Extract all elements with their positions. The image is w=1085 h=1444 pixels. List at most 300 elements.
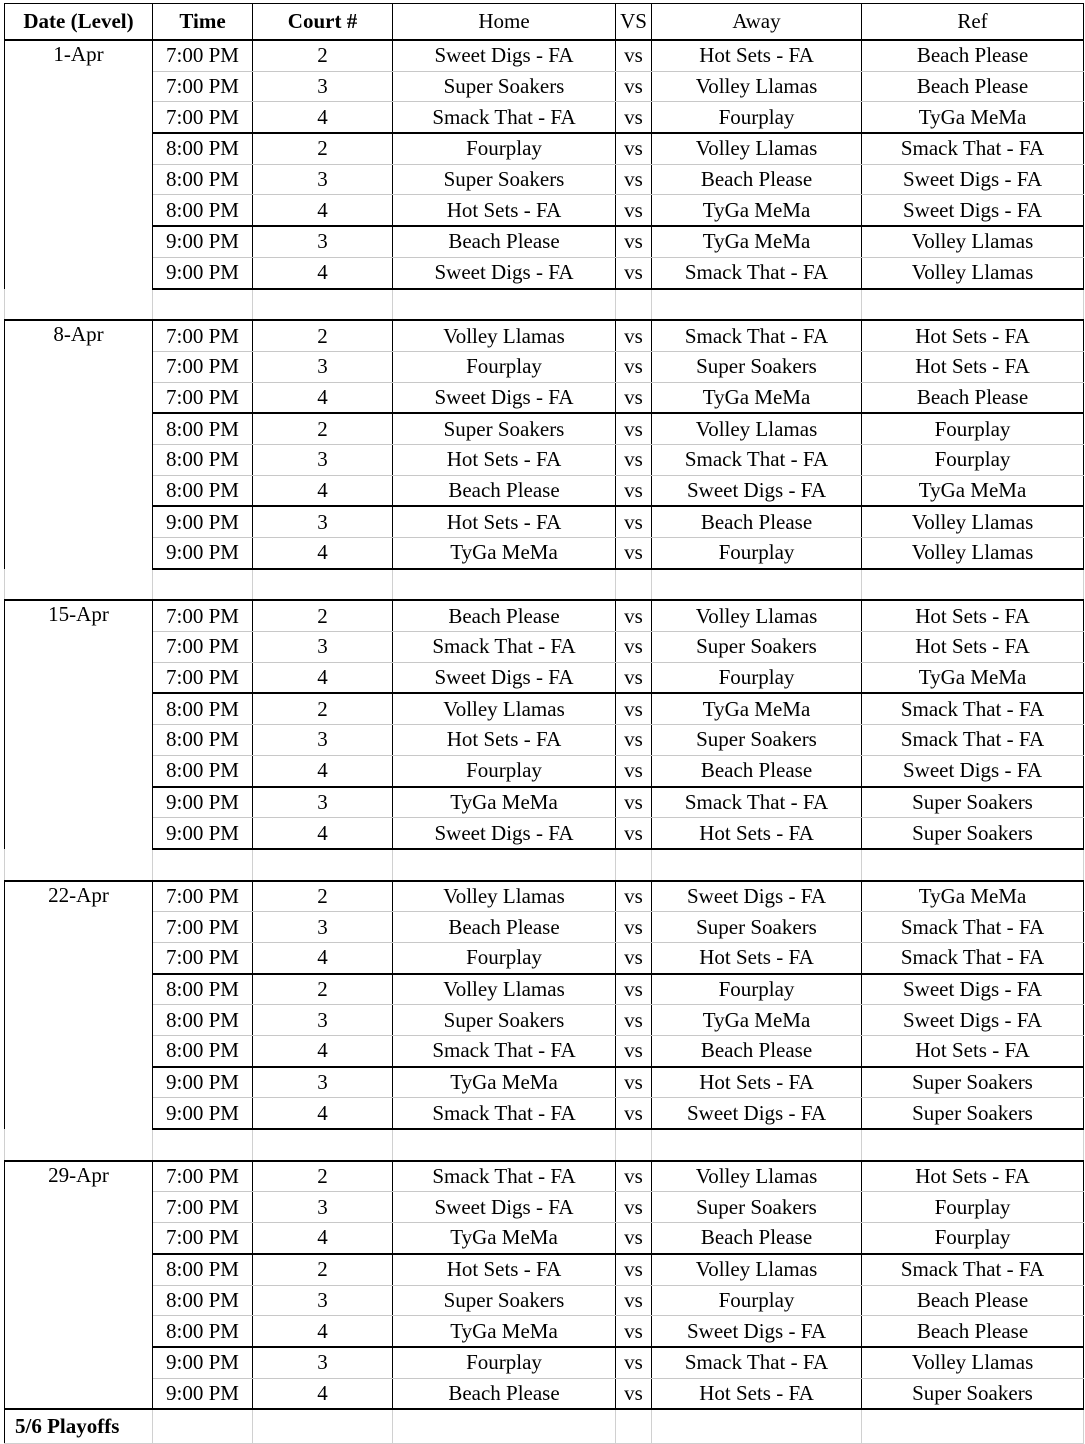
game-court: 3 (253, 912, 393, 943)
vs-label: vs (616, 133, 652, 164)
away-team: TyGa MeMa (652, 1005, 862, 1036)
header-ref: Ref (862, 4, 1084, 41)
game-court: 4 (253, 538, 393, 569)
game-time: 7:00 PM (153, 1161, 253, 1192)
vs-label: vs (616, 1378, 652, 1409)
vs-label: vs (616, 1347, 652, 1378)
game-court: 4 (253, 1378, 393, 1409)
game-time: 7:00 PM (153, 662, 253, 693)
game-time: 9:00 PM (153, 1098, 253, 1129)
table-row (5, 102, 1084, 133)
empty-cell (5, 849, 153, 881)
home-team: Sweet Digs - FA (393, 257, 616, 288)
vs-label: vs (616, 413, 652, 444)
empty-cell (616, 1409, 652, 1444)
home-team: Super Soakers (393, 71, 616, 102)
away-team: Super Soakers (652, 725, 862, 756)
game-time: 8:00 PM (153, 1285, 253, 1316)
ref-team: TyGa MeMa (862, 475, 1084, 506)
ref-team: Sweet Digs - FA (862, 1005, 1084, 1036)
vs-label: vs (616, 600, 652, 631)
away-team: Beach Please (652, 164, 862, 195)
table-row (5, 1036, 1084, 1067)
game-court: 3 (253, 1005, 393, 1036)
ref-team: TyGa MeMa (862, 881, 1084, 912)
game-court: 4 (253, 1316, 393, 1347)
table-row (5, 755, 1084, 786)
week-date: 29-Apr (5, 1161, 153, 1410)
header-away: Away (652, 4, 862, 41)
game-court: 2 (253, 1161, 393, 1192)
table-row (5, 974, 1084, 1005)
empty-cell (652, 1129, 862, 1161)
home-team: Beach Please (393, 1378, 616, 1409)
vs-label: vs (616, 1067, 652, 1098)
home-team: Sweet Digs - FA (393, 382, 616, 413)
home-team: Sweet Digs - FA (393, 1192, 616, 1223)
table-row (5, 942, 1084, 973)
away-team: Super Soakers (652, 912, 862, 943)
game-court: 2 (253, 1254, 393, 1285)
game-time: 8:00 PM (153, 755, 253, 786)
schedule-table (4, 3, 1084, 1444)
empty-cell (652, 1409, 862, 1444)
away-team: Smack That - FA (652, 257, 862, 288)
table-row (5, 195, 1084, 226)
ref-team: Beach Please (862, 1285, 1084, 1316)
game-time: 9:00 PM (153, 818, 253, 849)
table-row (5, 1347, 1084, 1378)
table-row (5, 912, 1084, 943)
ref-team: Smack That - FA (862, 693, 1084, 724)
table-row (5, 1161, 1084, 1192)
spacer-row (5, 569, 1084, 601)
header-court: Court # (253, 4, 393, 41)
week-date: 15-Apr (5, 600, 153, 849)
vs-label: vs (616, 164, 652, 195)
empty-cell (393, 1409, 616, 1444)
empty-cell (862, 569, 1084, 601)
away-team: Volley Llamas (652, 1161, 862, 1192)
game-court: 3 (253, 164, 393, 195)
vs-label: vs (616, 818, 652, 849)
game-court: 3 (253, 226, 393, 257)
table-row (5, 538, 1084, 569)
empty-cell (616, 569, 652, 601)
home-team: Fourplay (393, 351, 616, 382)
ref-team: Super Soakers (862, 818, 1084, 849)
table-row (5, 725, 1084, 756)
ref-team: Fourplay (862, 444, 1084, 475)
game-time: 7:00 PM (153, 40, 253, 71)
table-row (5, 1378, 1084, 1409)
home-team: Fourplay (393, 1347, 616, 1378)
game-time: 8:00 PM (153, 1036, 253, 1067)
ref-team: Hot Sets - FA (862, 1161, 1084, 1192)
game-court: 4 (253, 1223, 393, 1254)
game-court: 2 (253, 881, 393, 912)
game-time: 7:00 PM (153, 600, 253, 631)
game-time: 9:00 PM (153, 787, 253, 818)
away-team: Hot Sets - FA (652, 1378, 862, 1409)
game-time: 7:00 PM (153, 1223, 253, 1254)
vs-label: vs (616, 912, 652, 943)
game-time: 7:00 PM (153, 632, 253, 663)
away-team: Smack That - FA (652, 787, 862, 818)
home-team: Super Soakers (393, 413, 616, 444)
table-row (5, 662, 1084, 693)
spacer-row (5, 1129, 1084, 1161)
table-row (5, 320, 1084, 351)
ref-team: Volley Llamas (862, 226, 1084, 257)
game-time: 9:00 PM (153, 538, 253, 569)
vs-label: vs (616, 632, 652, 663)
table-row (5, 444, 1084, 475)
game-court: 3 (253, 632, 393, 663)
header-time: Time (153, 4, 253, 41)
ref-team: Beach Please (862, 71, 1084, 102)
game-court: 4 (253, 662, 393, 693)
away-team: Volley Llamas (652, 600, 862, 631)
week-date: 22-Apr (5, 881, 153, 1130)
table-row (5, 693, 1084, 724)
game-court: 4 (253, 102, 393, 133)
away-team: Fourplay (652, 538, 862, 569)
away-team: Hot Sets - FA (652, 1067, 862, 1098)
vs-label: vs (616, 1285, 652, 1316)
away-team: Smack That - FA (652, 320, 862, 351)
game-court: 4 (253, 1098, 393, 1129)
empty-cell (862, 1409, 1084, 1444)
ref-team: Volley Llamas (862, 506, 1084, 537)
away-team: Hot Sets - FA (652, 818, 862, 849)
ref-team: Fourplay (862, 413, 1084, 444)
vs-label: vs (616, 538, 652, 569)
vs-label: vs (616, 444, 652, 475)
table-row (5, 413, 1084, 444)
home-team: TyGa MeMa (393, 1316, 616, 1347)
ref-team: Super Soakers (862, 787, 1084, 818)
home-team: Hot Sets - FA (393, 444, 616, 475)
vs-label: vs (616, 1098, 652, 1129)
vs-label: vs (616, 974, 652, 1005)
vs-label: vs (616, 1316, 652, 1347)
game-court: 4 (253, 818, 393, 849)
away-team: Smack That - FA (652, 1347, 862, 1378)
spacer-row (5, 289, 1084, 321)
away-team: Smack That - FA (652, 444, 862, 475)
away-team: Hot Sets - FA (652, 942, 862, 973)
week-date: 8-Apr (5, 320, 153, 569)
ref-team: Smack That - FA (862, 725, 1084, 756)
table-row (5, 382, 1084, 413)
game-time: 8:00 PM (153, 1316, 253, 1347)
game-time: 8:00 PM (153, 475, 253, 506)
home-team: Beach Please (393, 475, 616, 506)
home-team: Super Soakers (393, 1005, 616, 1036)
vs-label: vs (616, 787, 652, 818)
table-row (5, 257, 1084, 288)
ref-team: Hot Sets - FA (862, 1036, 1084, 1067)
ref-team: Beach Please (862, 382, 1084, 413)
vs-label: vs (616, 755, 652, 786)
ref-team: Smack That - FA (862, 942, 1084, 973)
away-team: Fourplay (652, 102, 862, 133)
game-court: 3 (253, 1347, 393, 1378)
game-time: 8:00 PM (153, 1254, 253, 1285)
vs-label: vs (616, 1254, 652, 1285)
home-team: Fourplay (393, 942, 616, 973)
home-team: Fourplay (393, 755, 616, 786)
home-team: TyGa MeMa (393, 787, 616, 818)
vs-label: vs (616, 351, 652, 382)
game-time: 9:00 PM (153, 1067, 253, 1098)
home-team: Sweet Digs - FA (393, 662, 616, 693)
ref-team: Beach Please (862, 40, 1084, 71)
away-team: Sweet Digs - FA (652, 1098, 862, 1129)
game-court: 4 (253, 475, 393, 506)
game-court: 2 (253, 40, 393, 71)
vs-label: vs (616, 320, 652, 351)
game-time: 9:00 PM (153, 257, 253, 288)
game-time: 8:00 PM (153, 693, 253, 724)
home-team: Smack That - FA (393, 1161, 616, 1192)
home-team: Smack That - FA (393, 632, 616, 663)
empty-cell (652, 849, 862, 881)
ref-team: Sweet Digs - FA (862, 755, 1084, 786)
game-court: 3 (253, 1192, 393, 1223)
game-court: 2 (253, 974, 393, 1005)
vs-label: vs (616, 1161, 652, 1192)
home-team: Smack That - FA (393, 102, 616, 133)
table-row (5, 1067, 1084, 1098)
home-team: Hot Sets - FA (393, 506, 616, 537)
empty-cell (862, 849, 1084, 881)
ref-team: Volley Llamas (862, 538, 1084, 569)
table-row (5, 818, 1084, 849)
ref-team: Hot Sets - FA (862, 600, 1084, 631)
vs-label: vs (616, 1223, 652, 1254)
ref-team: Hot Sets - FA (862, 320, 1084, 351)
table-row (5, 1098, 1084, 1129)
ref-team: Volley Llamas (862, 257, 1084, 288)
home-team: Hot Sets - FA (393, 195, 616, 226)
game-court: 4 (253, 195, 393, 226)
table-row (5, 1254, 1084, 1285)
schedule-body (5, 40, 1084, 1444)
vs-label: vs (616, 693, 652, 724)
home-team: Beach Please (393, 912, 616, 943)
empty-cell (153, 569, 253, 601)
game-court: 2 (253, 413, 393, 444)
game-court: 3 (253, 351, 393, 382)
home-team: Volley Llamas (393, 693, 616, 724)
away-team: Super Soakers (652, 1192, 862, 1223)
ref-team: Sweet Digs - FA (862, 195, 1084, 226)
ref-team: Volley Llamas (862, 1347, 1084, 1378)
game-court: 4 (253, 1036, 393, 1067)
vs-label: vs (616, 257, 652, 288)
home-team: Super Soakers (393, 1285, 616, 1316)
away-team: Beach Please (652, 755, 862, 786)
vs-label: vs (616, 71, 652, 102)
game-court: 4 (253, 382, 393, 413)
game-court: 2 (253, 320, 393, 351)
ref-team: Super Soakers (862, 1098, 1084, 1129)
empty-cell (862, 289, 1084, 321)
vs-label: vs (616, 725, 652, 756)
game-court: 4 (253, 942, 393, 973)
table-row (5, 787, 1084, 818)
home-team: Sweet Digs - FA (393, 818, 616, 849)
playoffs-label: 5/6 Playoffs (5, 1409, 153, 1444)
empty-cell (616, 289, 652, 321)
game-time: 8:00 PM (153, 1005, 253, 1036)
table-row (5, 1192, 1084, 1223)
empty-cell (393, 569, 616, 601)
game-court: 2 (253, 600, 393, 631)
game-time: 9:00 PM (153, 506, 253, 537)
game-time: 9:00 PM (153, 226, 253, 257)
empty-cell (616, 1129, 652, 1161)
home-team: TyGa MeMa (393, 1067, 616, 1098)
ref-team: TyGa MeMa (862, 102, 1084, 133)
footer-row (5, 1409, 1084, 1444)
vs-label: vs (616, 1192, 652, 1223)
home-team: Smack That - FA (393, 1036, 616, 1067)
game-court: 3 (253, 71, 393, 102)
home-team: Beach Please (393, 226, 616, 257)
game-court: 4 (253, 257, 393, 288)
home-team: Beach Please (393, 600, 616, 631)
game-time: 7:00 PM (153, 382, 253, 413)
away-team: Super Soakers (652, 632, 862, 663)
vs-label: vs (616, 382, 652, 413)
empty-cell (153, 1129, 253, 1161)
home-team: Hot Sets - FA (393, 1254, 616, 1285)
game-time: 8:00 PM (153, 444, 253, 475)
ref-team: Sweet Digs - FA (862, 164, 1084, 195)
empty-cell (5, 1129, 153, 1161)
ref-team: Super Soakers (862, 1067, 1084, 1098)
home-team: TyGa MeMa (393, 1223, 616, 1254)
home-team: Fourplay (393, 133, 616, 164)
header-row (5, 4, 1084, 41)
table-row (5, 351, 1084, 382)
empty-cell (253, 1409, 393, 1444)
empty-cell (616, 849, 652, 881)
game-time: 8:00 PM (153, 725, 253, 756)
away-team: Sweet Digs - FA (652, 881, 862, 912)
away-team: TyGa MeMa (652, 382, 862, 413)
game-court: 3 (253, 1067, 393, 1098)
empty-cell (393, 849, 616, 881)
vs-label: vs (616, 1036, 652, 1067)
game-time: 7:00 PM (153, 942, 253, 973)
away-team: Sweet Digs - FA (652, 1316, 862, 1347)
away-team: Volley Llamas (652, 71, 862, 102)
away-team: Super Soakers (652, 351, 862, 382)
game-court: 2 (253, 133, 393, 164)
ref-team: Smack That - FA (862, 912, 1084, 943)
empty-cell (153, 849, 253, 881)
away-team: Fourplay (652, 974, 862, 1005)
vs-label: vs (616, 195, 652, 226)
table-row (5, 600, 1084, 631)
away-team: Fourplay (652, 662, 862, 693)
game-court: 3 (253, 1285, 393, 1316)
home-team: TyGa MeMa (393, 538, 616, 569)
header-vs: VS (616, 4, 652, 41)
vs-label: vs (616, 102, 652, 133)
away-team: TyGa MeMa (652, 693, 862, 724)
game-time: 7:00 PM (153, 71, 253, 102)
game-court: 3 (253, 506, 393, 537)
away-team: Beach Please (652, 1036, 862, 1067)
away-team: TyGa MeMa (652, 195, 862, 226)
game-court: 3 (253, 725, 393, 756)
ref-team: Smack That - FA (862, 133, 1084, 164)
week-date: 1-Apr (5, 40, 153, 289)
away-team: Volley Llamas (652, 133, 862, 164)
game-time: 7:00 PM (153, 351, 253, 382)
ref-team: Sweet Digs - FA (862, 974, 1084, 1005)
header-date: Date (Level) (5, 4, 153, 41)
table-row (5, 881, 1084, 912)
ref-team: Fourplay (862, 1192, 1084, 1223)
empty-cell (253, 569, 393, 601)
empty-cell (393, 289, 616, 321)
away-team: Beach Please (652, 1223, 862, 1254)
game-court: 2 (253, 693, 393, 724)
table-row (5, 1316, 1084, 1347)
game-time: 8:00 PM (153, 133, 253, 164)
table-row (5, 1223, 1084, 1254)
vs-label: vs (616, 475, 652, 506)
table-row (5, 226, 1084, 257)
vs-label: vs (616, 226, 652, 257)
game-time: 8:00 PM (153, 164, 253, 195)
ref-team: Hot Sets - FA (862, 351, 1084, 382)
away-team: Sweet Digs - FA (652, 475, 862, 506)
empty-cell (393, 1129, 616, 1161)
away-team: Beach Please (652, 506, 862, 537)
ref-team: Hot Sets - FA (862, 632, 1084, 663)
home-team: Volley Llamas (393, 320, 616, 351)
game-court: 4 (253, 755, 393, 786)
game-court: 3 (253, 787, 393, 818)
away-team: Fourplay (652, 1285, 862, 1316)
ref-team: TyGa MeMa (862, 662, 1084, 693)
empty-cell (652, 569, 862, 601)
away-team: Volley Llamas (652, 413, 862, 444)
ref-team: Fourplay (862, 1223, 1084, 1254)
game-time: 7:00 PM (153, 1192, 253, 1223)
empty-cell (862, 1129, 1084, 1161)
game-time: 8:00 PM (153, 413, 253, 444)
game-time: 9:00 PM (153, 1347, 253, 1378)
header-home: Home (393, 4, 616, 41)
game-time: 7:00 PM (153, 320, 253, 351)
vs-label: vs (616, 40, 652, 71)
ref-team: Super Soakers (862, 1378, 1084, 1409)
game-time: 9:00 PM (153, 1378, 253, 1409)
game-court: 3 (253, 444, 393, 475)
table-row (5, 632, 1084, 663)
vs-label: vs (616, 662, 652, 693)
table-row (5, 164, 1084, 195)
spacer-row (5, 849, 1084, 881)
